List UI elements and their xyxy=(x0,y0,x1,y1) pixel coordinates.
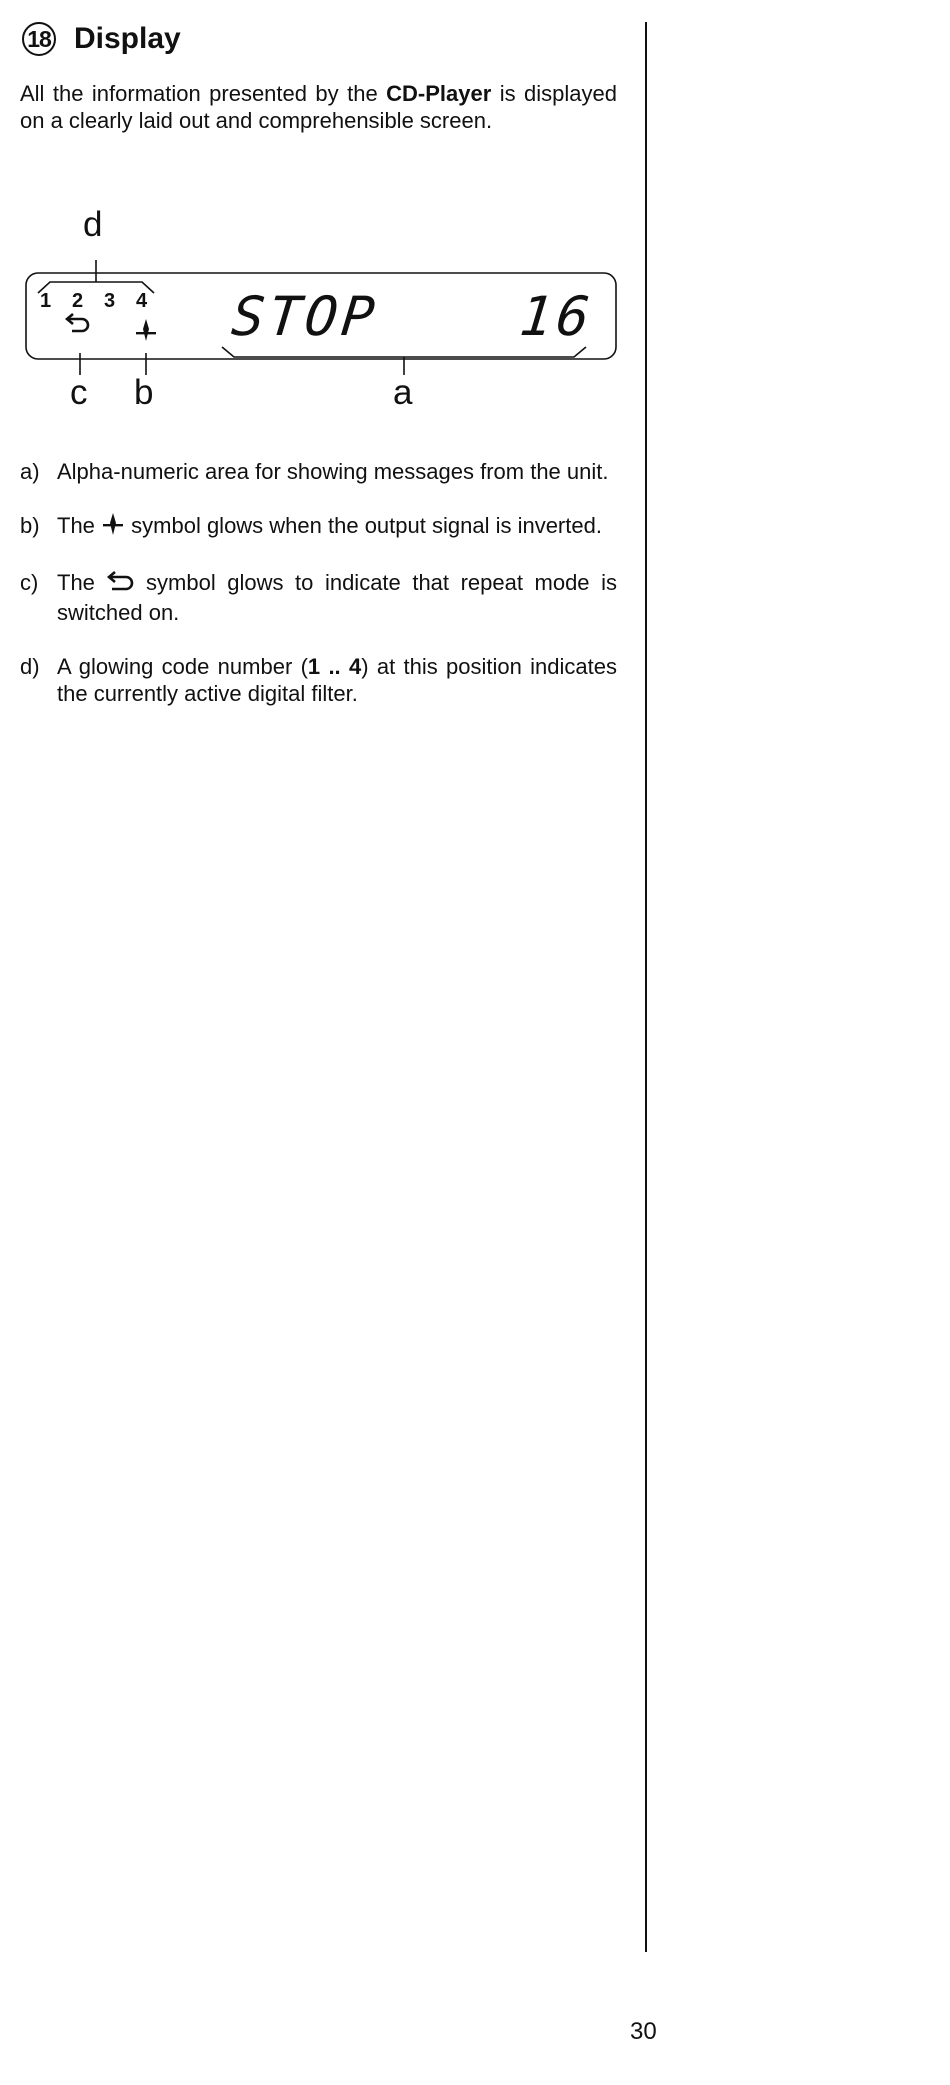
repeat-icon xyxy=(67,314,88,331)
item-text-after: symbol glows when the output signal is inverted. xyxy=(125,513,602,538)
intro-text-after: is displayed on a clearly laid out and comprehensible screen. xyxy=(20,81,617,133)
filter-number-3: 3 xyxy=(104,290,116,312)
item-label: a) xyxy=(20,459,40,484)
callout-a: a xyxy=(393,373,413,412)
callout-c: c xyxy=(70,373,88,412)
item-text-before: A glowing code number ( xyxy=(57,654,308,679)
filter-code-range: 1 .. 4 xyxy=(307,654,362,679)
filter-number-4: 4 xyxy=(136,290,148,312)
intro-product-name: CD-Player xyxy=(386,81,492,106)
filter-number-2: 2 xyxy=(72,290,84,312)
page-number: 30 xyxy=(630,2018,657,2045)
item-text: Alpha-numeric area for showing messages from the unit. xyxy=(57,459,609,484)
item-text-after: ) at this position indicates the currently active digital filter. xyxy=(57,654,617,706)
section-heading xyxy=(22,22,181,56)
callout-d: d xyxy=(83,205,103,244)
intro-text-before: All the information presented by the xyxy=(20,81,387,106)
item-label: b) xyxy=(20,513,40,538)
filter-number-1: 1 xyxy=(40,290,52,312)
display-track-number: 16 xyxy=(516,285,597,348)
phase-inversion-icon xyxy=(101,512,125,542)
section-number-badge: 18 xyxy=(22,22,56,56)
phase-inversion-icon xyxy=(136,319,156,341)
page-title: Display xyxy=(74,22,181,55)
callout-b: b xyxy=(134,373,154,412)
repeat-icon xyxy=(106,571,134,599)
item-list xyxy=(20,458,617,734)
item-text-before: The xyxy=(57,513,102,538)
item-label: d) xyxy=(20,654,40,679)
list-item-d xyxy=(20,653,617,707)
item-text-before: The xyxy=(57,570,107,595)
display-diagram xyxy=(20,205,620,420)
column-divider xyxy=(645,22,647,1952)
item-text-after: symbol glows to indicate that repeat mode is switched on. xyxy=(57,570,617,625)
list-item-b xyxy=(20,512,617,542)
display-message: STOP xyxy=(228,285,382,348)
list-item-a xyxy=(20,458,617,485)
list-item-c xyxy=(20,569,617,626)
item-label: c) xyxy=(20,570,39,595)
intro-paragraph xyxy=(20,80,617,134)
